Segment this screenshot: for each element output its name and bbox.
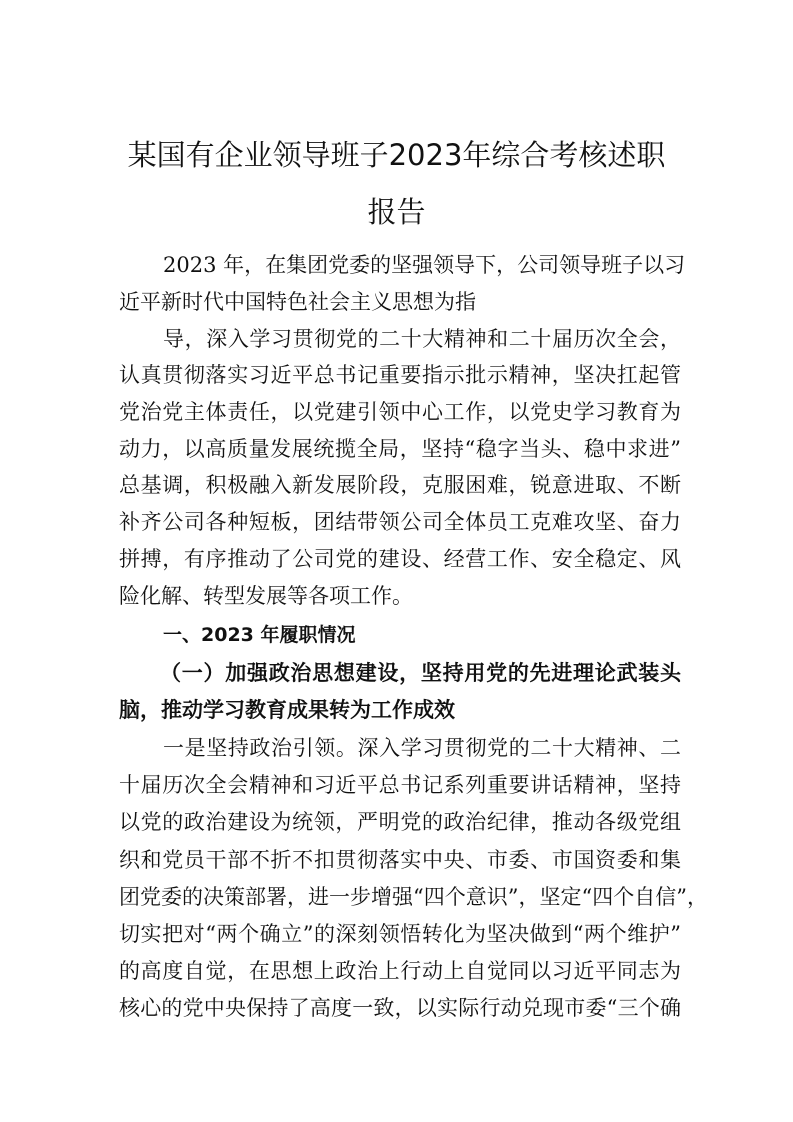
text-line: 2023 年，在集团党委的坚强领导下，公司领导班子以习 <box>163 253 686 277</box>
text-line: 十届历次全会精神和习近平总书记系列重要讲话精神，坚持 <box>119 773 681 797</box>
text-line: 一是坚持政治引领。深入学习贯彻党的二十大精神、二 <box>163 736 681 760</box>
text-line: 脑，推动学习教育成果转为工作成效 <box>119 697 455 722</box>
text-line: 织和党员干部不折不扣贯彻落实中央、市委、市国资委和集 <box>119 848 681 872</box>
text-line: 以党的政治建设为统领，严明党的政治纪律，推动各级党组 <box>119 810 681 834</box>
text-line: 切实把对“两个确立”的深刻领悟转化为坚决做到“两个维护” <box>119 922 681 946</box>
document-title-line2: 报告 <box>367 195 426 229</box>
document-title-line1: 某国有企业领导班子2023年综合考核述职 <box>127 138 666 172</box>
text-line: 总基调，积极融入新发展阶段，克服困难，锐意进取、不断 <box>119 473 681 497</box>
text-line: 拼搏，有序推动了公司党的建设、经营工作、安全稳定、风 <box>119 547 681 571</box>
text-line: 核心的党中央保持了高度一致，以实际行动兑现市委“三个确 <box>119 996 681 1020</box>
text-line: 导，深入学习贯彻党的二十大精神和二十届历次全会， <box>163 327 681 351</box>
text-line: （一）加强政治思想建设，坚持用党的先进理论武装头 <box>160 660 681 685</box>
text-line: 认真贯彻落实习近平总书记重要指示批示精神，坚决扛起管 <box>119 363 681 387</box>
text-line: 团党委的决策部署，进一步增强“四个意识”，坚定“四个自信”， <box>119 885 708 909</box>
text-line: 动力，以高质量发展统揽全局，坚持“稳字当头、稳中求进” <box>119 437 681 461</box>
text-line: 的高度自觉，在思想上政治上行动上自觉同以习近平同志为 <box>119 959 681 983</box>
text-line: 补齐公司各种短板，团结带领公司全体员工克难攻坚、奋力 <box>119 510 681 534</box>
text-line: 近平新时代中国特色社会主义思想为指 <box>119 290 476 314</box>
section-heading: 一、2023 年履职情况 <box>163 624 356 646</box>
text-line: 险化解、转型发展等各项工作。 <box>119 584 413 608</box>
text-line: 党治党主体责任，以党建引领中心工作，以党史学习教育为 <box>119 400 681 424</box>
